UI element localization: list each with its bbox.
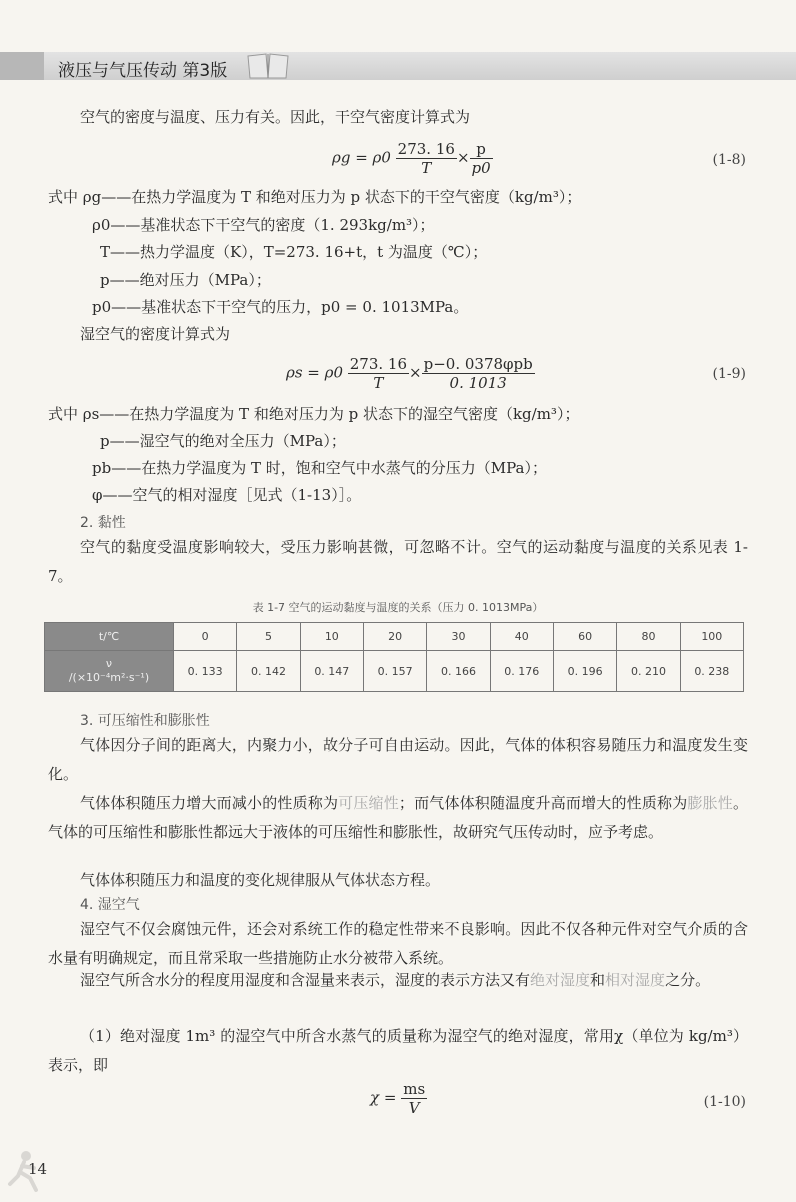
text-run: 之分。 [665,971,711,989]
table-row [45,651,744,692]
eq-numerator: 273. 16 [349,355,408,373]
equation-1-9 [286,355,535,392]
eq-denominator: T [421,159,432,177]
equation-number: (1-10) [703,1094,746,1110]
cell-temperature: 80 [617,623,680,651]
book-title: 液压与气压传动 第3版 [58,61,228,81]
eq-fraction-1 [348,355,409,392]
eq-fraction-1 [396,140,457,177]
eq-fraction [401,1080,427,1117]
where-line: p0——基准状态下干空气的压力，p0 = 0. 1013MPa。 [92,298,469,316]
where-line: p——湿空气的绝对全压力（MPa）； [100,432,346,450]
paragraph-compressibility-2 [48,789,748,847]
text-run: ；而气体体积随温度升高而增大的性质称为 [398,794,688,812]
eq-lhs: ρg = ρ0 [332,148,391,167]
text-run: 和 [590,971,606,989]
where-line: 式中 ρg——在热力学温度为 T 和绝对压力为 p 状态下的干空气密度（kg/m³）； [48,188,582,206]
where-line: φ——空气的相对湿度［见式（1-13）］。 [92,486,362,504]
eq-denominator: T [373,374,384,392]
equation-1-8 [332,140,493,177]
equation-number: (1-9) [712,366,746,382]
cell-temperature: 60 [553,623,616,651]
cell-temperature: 20 [363,623,426,651]
eq-numerator: p−0. 0378φpb [423,355,533,373]
cell-temperature: 5 [237,623,300,651]
page-number: 14 [28,1160,48,1178]
row-header-temperature: t/℃ [45,623,174,651]
eq-numerator: 273. 16 [397,140,455,158]
term-compressibility: 可压缩性 [338,794,399,812]
cell-viscosity: 0. 142 [237,651,300,692]
cell-viscosity: 0. 238 [680,651,743,692]
text-run: 。气体的可压缩性和膨胀性都远大于液体的可压缩性和膨胀性，故研究气压传动时，应予考虑。 [48,794,748,841]
eq-times: × [456,148,470,167]
header-tab [0,52,44,80]
cell-temperature: 10 [300,623,363,651]
cell-viscosity: 0. 196 [553,651,616,692]
paragraph-absolute-humidity: （1）绝对湿度 1m³ 的湿空气中所含水蒸气的质量称为湿空气的绝对湿度，常用χ（单位为 kg/m³）表示，即 [48,1027,748,1074]
eq-times: × [409,363,422,382]
term-relative-humidity: 相对湿度 [605,971,666,989]
paragraph-compressibility-1: 气体因分子间的距离大，内聚力小，故分子可自由运动。因此，气体的体积容易随压力和温度发生变化。 [48,736,748,783]
where-line: ρ0——基准状态下干空气的密度（1. 293kg/m³）； [92,216,435,234]
cell-viscosity: 0. 133 [174,651,237,692]
equation-1-10 [370,1080,427,1117]
section-heading-compressibility: 3. 可压缩性和膨胀性 [80,713,210,729]
text-run: 湿空气所含水分的程度用湿度和含湿量来表示，湿度的表示方法又有 [80,971,531,989]
where-line: 式中 ρs——在热力学温度为 T 和绝对压力为 p 状态下的湿空气密度（kg/m³）； [48,405,580,423]
paragraph-compressibility-3: 气体体积随压力和温度的变化规律服从气体状态方程。 [80,871,441,889]
paragraph-humid-air-intro: 湿空气的密度计算式为 [80,325,231,343]
equation-number: (1-8) [712,152,746,168]
cell-temperature: 0 [174,623,237,651]
paragraph-viscosity: 空气的黏度受温度影响较大，受压力影响甚微，可忽略不计。空气的运动黏度与温度的关系见表 1-7。 [48,538,748,585]
row-header-viscosity [45,651,174,692]
eq-lhs: χ = [370,1088,397,1107]
cell-viscosity: 0. 166 [427,651,490,692]
section-heading-humid-air: 4. 湿空气 [80,897,140,913]
table-caption: 表 1-7 空气的运动黏度与温度的关系（压力 0. 1013MPa） [252,601,544,614]
table-row [45,623,744,651]
cell-viscosity: 0. 147 [300,651,363,692]
eq-lhs: ρs = ρ0 [286,363,343,382]
where-line: pb——在热力学温度为 T 时，饱和空气中水蒸气的分压力（MPa）； [92,459,547,477]
open-book-icon [246,50,290,80]
eq-denominator: 0. 1013 [449,374,507,392]
term-absolute-humidity: 绝对湿度 [530,971,591,989]
cell-viscosity: 0. 157 [363,651,426,692]
where-line: p——绝对压力（MPa）； [100,271,271,289]
row-header-symbol: ν [105,657,113,670]
cell-temperature: 40 [490,623,553,651]
eq-denominator: V [408,1099,420,1117]
cell-viscosity: 0. 176 [490,651,553,692]
cell-temperature: 100 [680,623,743,651]
text-run: 气体体积随压力增大而减小的性质称为 [80,794,339,812]
section-heading-viscosity: 2. 黏性 [80,515,126,531]
paragraph-humid-air-1: 湿空气不仅会腐蚀元件，还会对系统工作的稳定性带来不良影响。因此不仅各种元件对空气介质的含水量有明确规定，而且常采取一些措施防止水分被带入系统。 [48,920,748,967]
term-expansivity: 膨胀性 [687,794,733,812]
eq-denominator: p0 [471,159,491,177]
eq-fraction-2 [470,140,493,177]
eq-fraction-2 [422,355,535,392]
viscosity-table [44,622,744,692]
row-header-unit: /(×10⁻⁴m²·s⁻¹) [68,671,150,684]
eq-numerator: ms [403,1080,426,1098]
eq-numerator: p [470,140,493,159]
cell-temperature: 30 [427,623,490,651]
paragraph-humid-air-2 [48,966,748,995]
cell-viscosity: 0. 210 [617,651,680,692]
where-line: T——热力学温度（K），T=273. 16+t，t 为温度（℃）； [100,243,488,261]
paragraph-dry-air-intro: 空气的密度与温度、压力有关。因此，干空气密度计算式为 [80,108,471,126]
